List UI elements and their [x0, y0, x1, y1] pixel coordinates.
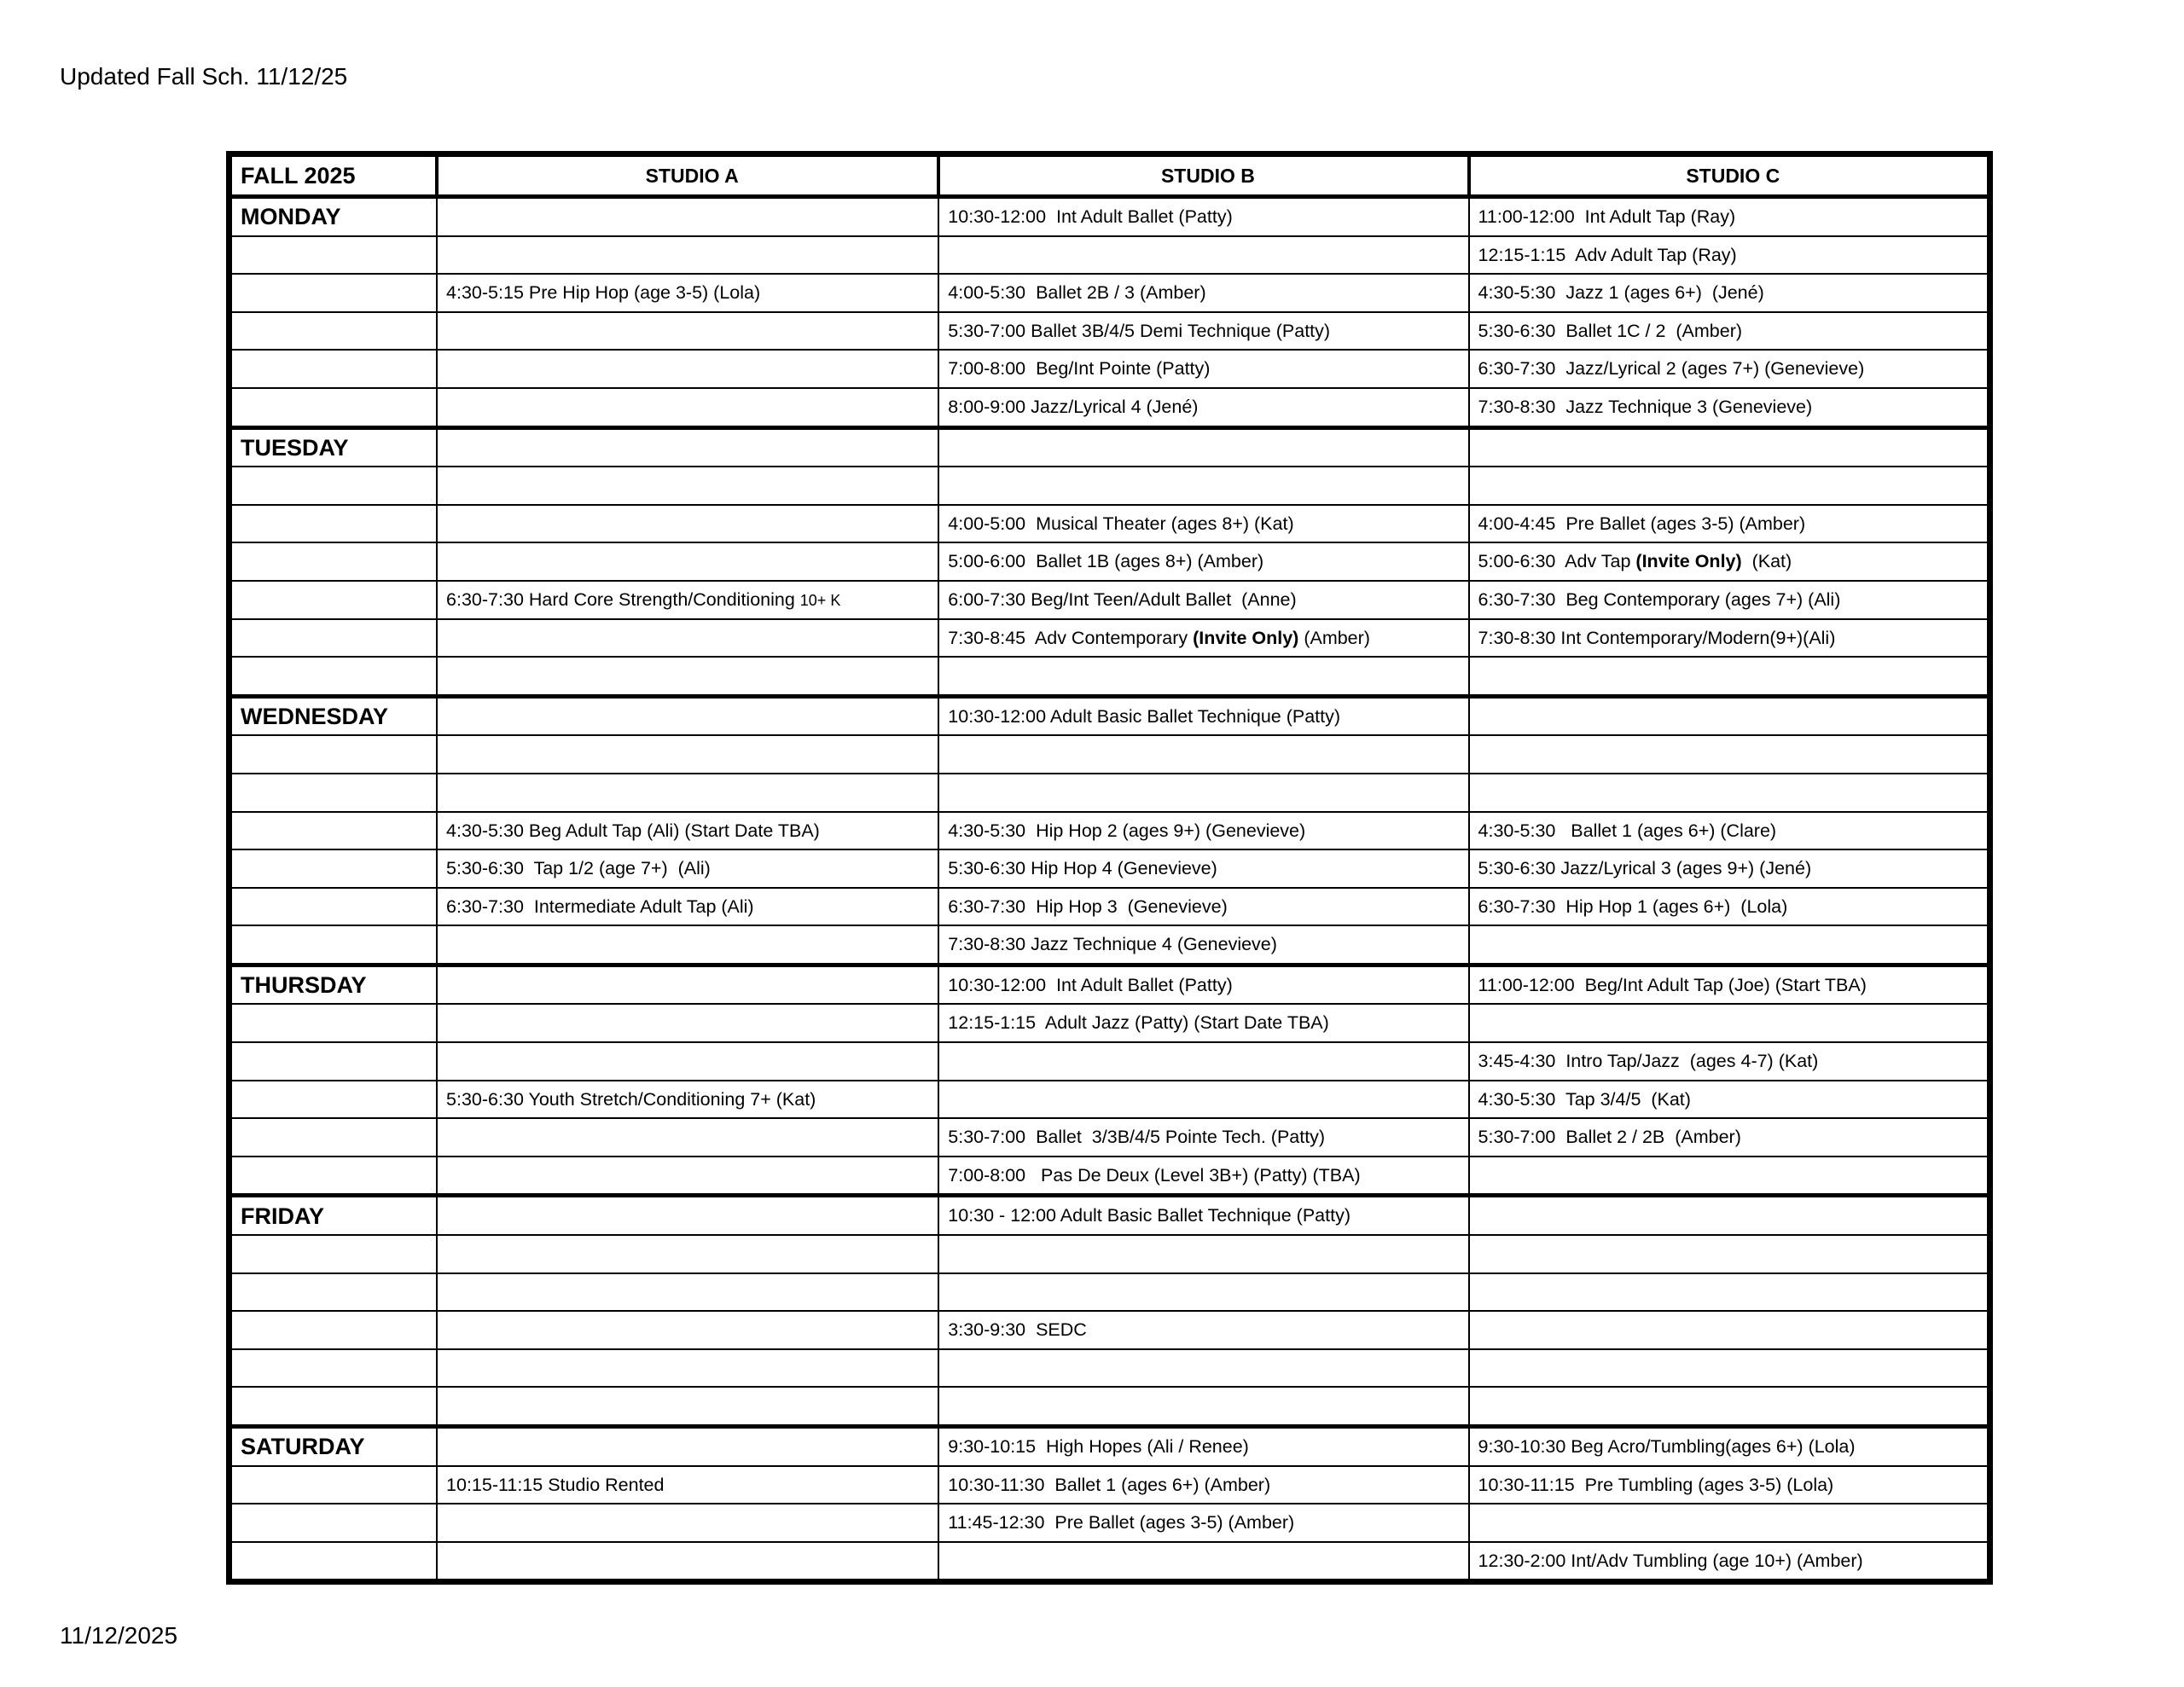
empty-cell: [938, 1235, 1468, 1273]
day-cell-empty: [229, 657, 438, 696]
empty-cell: [1469, 427, 1990, 467]
class-entry-studio-c: 5:30-6:30 Ballet 1C / 2 (Amber): [1469, 312, 1990, 351]
class-entry-studio-c: 5:00-6:30 Adv Tap (Invite Only) (Kat): [1469, 542, 1990, 581]
schedule-row: [229, 388, 1990, 427]
day-cell-empty: [229, 1081, 438, 1119]
class-entry-studio-b: 5:00-6:00 Ballet 1B (ages 8+) (Amber): [938, 542, 1468, 581]
empty-cell: [1469, 1196, 1990, 1235]
day-label: SATURDAY: [229, 1427, 438, 1466]
empty-cell: [437, 965, 938, 1004]
day-cell-empty: [229, 1273, 438, 1312]
empty-cell: [437, 1235, 938, 1273]
day-cell-empty: [229, 1542, 438, 1582]
schedule-row: [229, 581, 1990, 619]
empty-cell: [938, 1042, 1468, 1081]
empty-cell: [1469, 1349, 1990, 1388]
class-entry-studio-c: 6:30-7:30 Hip Hop 1 (ages 6+) (Lola): [1469, 888, 1990, 926]
day-label: WEDNESDAY: [229, 696, 438, 735]
schedule-row: [229, 350, 1990, 388]
schedule-row: [229, 1157, 1990, 1196]
class-entry-studio-c: 7:30-8:30 Jazz Technique 3 (Genevieve): [1469, 388, 1990, 427]
empty-cell: [437, 696, 938, 735]
schedule-row: [229, 505, 1990, 543]
schedule-row: [229, 197, 1990, 236]
class-entry-studio-c: 6:30-7:30 Jazz/Lyrical 2 (ages 7+) (Genevieve): [1469, 350, 1990, 388]
class-entry-studio-b: 6:30-7:30 Hip Hop 3 (Genevieve): [938, 888, 1468, 926]
day-cell-empty: [229, 888, 438, 926]
empty-cell: [437, 1387, 938, 1426]
schedule-row: [229, 1349, 1990, 1388]
day-cell-empty: [229, 388, 438, 427]
day-cell-empty: [229, 236, 438, 275]
class-entry-studio-b: 12:15-1:15 Adult Jazz (Patty) (Start Date TBA): [938, 1004, 1468, 1042]
class-entry-studio-b: 4:00-5:00 Musical Theater (ages 8+) (Kat): [938, 505, 1468, 543]
empty-cell: [437, 925, 938, 965]
empty-cell: [437, 312, 938, 351]
schedule-row: [229, 735, 1990, 774]
day-cell-empty: [229, 1004, 438, 1042]
class-entry-studio-c: 4:30-5:30 Ballet 1 (ages 6+) (Clare): [1469, 812, 1990, 850]
day-cell-empty: [229, 1349, 438, 1388]
header-row: [229, 154, 1990, 197]
empty-cell: [437, 1273, 938, 1312]
class-entry-studio-a: 4:30-5:30 Beg Adult Tap (Ali) (Start Date TBA): [437, 812, 938, 850]
empty-cell: [437, 427, 938, 467]
day-cell-empty: [229, 542, 438, 581]
empty-cell: [437, 735, 938, 774]
schedule-row: [229, 467, 1990, 505]
empty-cell: [437, 542, 938, 581]
class-entry-studio-b: 10:30-11:30 Ballet 1 (ages 6+) (Amber): [938, 1466, 1468, 1504]
empty-cell: [1469, 1157, 1990, 1196]
day-cell-empty: [229, 1466, 438, 1504]
schedule-row: [229, 696, 1990, 735]
empty-cell: [437, 1196, 938, 1235]
class-entry-studio-b: 7:30-8:45 Adv Contemporary (Invite Only) (Amber): [938, 619, 1468, 658]
class-entry-studio-c: 6:30-7:30 Beg Contemporary (ages 7+) (Ali): [1469, 581, 1990, 619]
class-entry-studio-c: 11:00-12:00 Int Adult Tap (Ray): [1469, 197, 1990, 236]
schedule-row: [229, 888, 1990, 926]
class-entry-studio-a: 5:30-6:30 Youth Stretch/Conditioning 7+ (Kat): [437, 1081, 938, 1119]
empty-cell: [437, 774, 938, 812]
empty-cell: [938, 1542, 1468, 1582]
empty-cell: [437, 1004, 938, 1042]
empty-cell: [437, 467, 938, 505]
empty-cell: [437, 1311, 938, 1349]
day-label: TUESDAY: [229, 427, 438, 467]
class-entry-studio-b: 10:30 - 12:00 Adult Basic Ballet Technique (Patty): [938, 1196, 1468, 1235]
empty-cell: [1469, 1387, 1990, 1426]
class-entry-studio-c: 4:30-5:30 Jazz 1 (ages 6+) (Jené): [1469, 274, 1990, 312]
day-cell-empty: [229, 619, 438, 658]
empty-cell: [1469, 774, 1990, 812]
schedule-row: [229, 1004, 1990, 1042]
header-studio-c: STUDIO C: [1469, 154, 1990, 197]
day-cell-empty: [229, 774, 438, 812]
empty-cell: [437, 388, 938, 427]
schedule-row: [229, 1542, 1990, 1582]
schedule-row: [229, 849, 1990, 888]
schedule-row: [229, 312, 1990, 351]
empty-cell: [1469, 1273, 1990, 1312]
class-entry-studio-b: 7:00-8:00 Beg/Int Pointe (Patty): [938, 350, 1468, 388]
class-entry-studio-a: 6:30-7:30 Intermediate Adult Tap (Ali): [437, 888, 938, 926]
schedule-table: [226, 151, 1993, 1585]
schedule-row: [229, 1118, 1990, 1157]
day-label: MONDAY: [229, 197, 438, 236]
class-entry-studio-a: 10:15-11:15 Studio Rented: [437, 1466, 938, 1504]
day-cell-empty: [229, 1118, 438, 1157]
empty-cell: [437, 1427, 938, 1466]
class-entry-studio-c: 10:30-11:15 Pre Tumbling (ages 3-5) (Lola): [1469, 1466, 1990, 1504]
class-entry-studio-c: 5:30-7:00 Ballet 2 / 2B (Amber): [1469, 1118, 1990, 1157]
class-entry-studio-b: 5:30-6:30 Hip Hop 4 (Genevieve): [938, 849, 1468, 888]
empty-cell: [1469, 1504, 1990, 1542]
empty-cell: [938, 1081, 1468, 1119]
header-studio-b: STUDIO B: [938, 154, 1468, 197]
schedule-row: [229, 1311, 1990, 1349]
class-entry-studio-c: 4:30-5:30 Tap 3/4/5 (Kat): [1469, 1081, 1990, 1119]
empty-cell: [938, 774, 1468, 812]
schedule-row: [229, 774, 1990, 812]
class-entry-studio-c: 11:00-12:00 Beg/Int Adult Tap (Joe) (Start TBA): [1469, 965, 1990, 1004]
empty-cell: [437, 1042, 938, 1081]
class-entry-studio-a: 5:30-6:30 Tap 1/2 (age 7+) (Ali): [437, 849, 938, 888]
class-entry-studio-b: 9:30-10:15 High Hopes (Ali / Renee): [938, 1427, 1468, 1466]
empty-cell: [938, 1387, 1468, 1426]
class-entry-studio-c: 5:30-6:30 Jazz/Lyrical 3 (ages 9+) (Jené): [1469, 849, 1990, 888]
empty-cell: [938, 236, 1468, 275]
schedule-body: [229, 197, 1990, 1582]
schedule-row: [229, 1427, 1990, 1466]
empty-cell: [437, 1349, 938, 1388]
empty-cell: [437, 619, 938, 658]
empty-cell: [938, 657, 1468, 696]
day-cell-empty: [229, 505, 438, 543]
schedule-row: [229, 925, 1990, 965]
day-cell-empty: [229, 735, 438, 774]
day-cell-empty: [229, 925, 438, 965]
day-label: FRIDAY: [229, 1196, 438, 1235]
schedule-row: [229, 619, 1990, 658]
schedule-row: [229, 1042, 1990, 1081]
class-entry-studio-c: 7:30-8:30 Int Contemporary/Modern(9+)(Ali): [1469, 619, 1990, 658]
day-cell-empty: [229, 1387, 438, 1426]
schedule-header: [229, 154, 1990, 197]
empty-cell: [1469, 1311, 1990, 1349]
empty-cell: [1469, 925, 1990, 965]
empty-cell: [938, 1273, 1468, 1312]
schedule-row: [229, 657, 1990, 696]
empty-cell: [437, 1157, 938, 1196]
schedule-row: [229, 812, 1990, 850]
empty-cell: [437, 197, 938, 236]
day-cell-empty: [229, 467, 438, 505]
schedule-row: [229, 542, 1990, 581]
schedule-row: [229, 427, 1990, 467]
class-entry-studio-b: 4:00-5:30 Ballet 2B / 3 (Amber): [938, 274, 1468, 312]
empty-cell: [1469, 467, 1990, 505]
class-entry-studio-c: 12:15-1:15 Adv Adult Tap (Ray): [1469, 236, 1990, 275]
day-label: THURSDAY: [229, 965, 438, 1004]
empty-cell: [437, 505, 938, 543]
schedule-row: [229, 1235, 1990, 1273]
schedule-row: [229, 1466, 1990, 1504]
empty-cell: [437, 236, 938, 275]
day-cell-empty: [229, 312, 438, 351]
class-entry-studio-b: 4:30-5:30 Hip Hop 2 (ages 9+) (Genevieve): [938, 812, 1468, 850]
class-entry-studio-b: 10:30-12:00 Adult Basic Ballet Technique (Patty): [938, 696, 1468, 735]
class-entry-studio-b: 5:30-7:00 Ballet 3/3B/4/5 Pointe Tech. (Patty): [938, 1118, 1468, 1157]
schedule-row: [229, 1273, 1990, 1312]
schedule-row: [229, 274, 1990, 312]
schedule-row: [229, 1504, 1990, 1542]
day-cell-empty: [229, 849, 438, 888]
class-entry-studio-b: 11:45-12:30 Pre Ballet (ages 3-5) (Amber): [938, 1504, 1468, 1542]
day-cell-empty: [229, 274, 438, 312]
empty-cell: [1469, 1004, 1990, 1042]
schedule-row: [229, 965, 1990, 1004]
class-entry-studio-a: 6:30-7:30 Hard Core Strength/Conditioning 10+ K: [437, 581, 938, 619]
schedule-row: [229, 236, 1990, 275]
class-entry-studio-b: 7:00-8:00 Pas De Deux (Level 3B+) (Patty) (TBA): [938, 1157, 1468, 1196]
day-cell-empty: [229, 1311, 438, 1349]
class-entry-studio-c: 12:30-2:00 Int/Adv Tumbling (age 10+) (Amber): [1469, 1542, 1990, 1582]
header-studio-a: STUDIO A: [437, 154, 938, 197]
day-cell-empty: [229, 812, 438, 850]
class-entry-studio-b: 5:30-7:00 Ballet 3B/4/5 Demi Technique (Patty): [938, 312, 1468, 351]
class-entry-studio-b: 10:30-12:00 Int Adult Ballet (Patty): [938, 965, 1468, 1004]
empty-cell: [437, 1504, 938, 1542]
document-title: Updated Fall Sch. 11/12/25: [60, 63, 348, 90]
class-entry-studio-b: 6:00-7:30 Beg/Int Teen/Adult Ballet (Anne): [938, 581, 1468, 619]
class-entry-studio-a: 4:30-5:15 Pre Hip Hop (age 3-5) (Lola): [437, 274, 938, 312]
class-entry-studio-b: 7:30-8:30 Jazz Technique 4 (Genevieve): [938, 925, 1468, 965]
day-cell-empty: [229, 1235, 438, 1273]
class-entry-studio-b: 8:00-9:00 Jazz/Lyrical 4 (Jené): [938, 388, 1468, 427]
day-cell-empty: [229, 350, 438, 388]
class-entry-studio-b: 10:30-12:00 Int Adult Ballet (Patty): [938, 197, 1468, 236]
schedule-row: [229, 1387, 1990, 1426]
footer-date: 11/12/2025: [60, 1622, 178, 1649]
empty-cell: [437, 350, 938, 388]
day-cell-empty: [229, 1504, 438, 1542]
empty-cell: [938, 427, 1468, 467]
empty-cell: [938, 735, 1468, 774]
class-entry-studio-c: 4:00-4:45 Pre Ballet (ages 3-5) (Amber): [1469, 505, 1990, 543]
class-entry-studio-c: 9:30-10:30 Beg Acro/Tumbling(ages 6+) (Lola): [1469, 1427, 1990, 1466]
header-season: FALL 2025: [229, 154, 438, 197]
class-entry-studio-b: 3:30-9:30 SEDC: [938, 1311, 1468, 1349]
day-cell-empty: [229, 581, 438, 619]
empty-cell: [938, 1349, 1468, 1388]
empty-cell: [437, 657, 938, 696]
empty-cell: [1469, 1235, 1990, 1273]
schedule-row: [229, 1196, 1990, 1235]
empty-cell: [1469, 696, 1990, 735]
empty-cell: [938, 467, 1468, 505]
schedule-row: [229, 1081, 1990, 1119]
day-cell-empty: [229, 1042, 438, 1081]
empty-cell: [437, 1118, 938, 1157]
empty-cell: [437, 1542, 938, 1582]
empty-cell: [1469, 657, 1990, 696]
empty-cell: [1469, 735, 1990, 774]
class-entry-studio-c: 3:45-4:30 Intro Tap/Jazz (ages 4-7) (Kat): [1469, 1042, 1990, 1081]
day-cell-empty: [229, 1157, 438, 1196]
